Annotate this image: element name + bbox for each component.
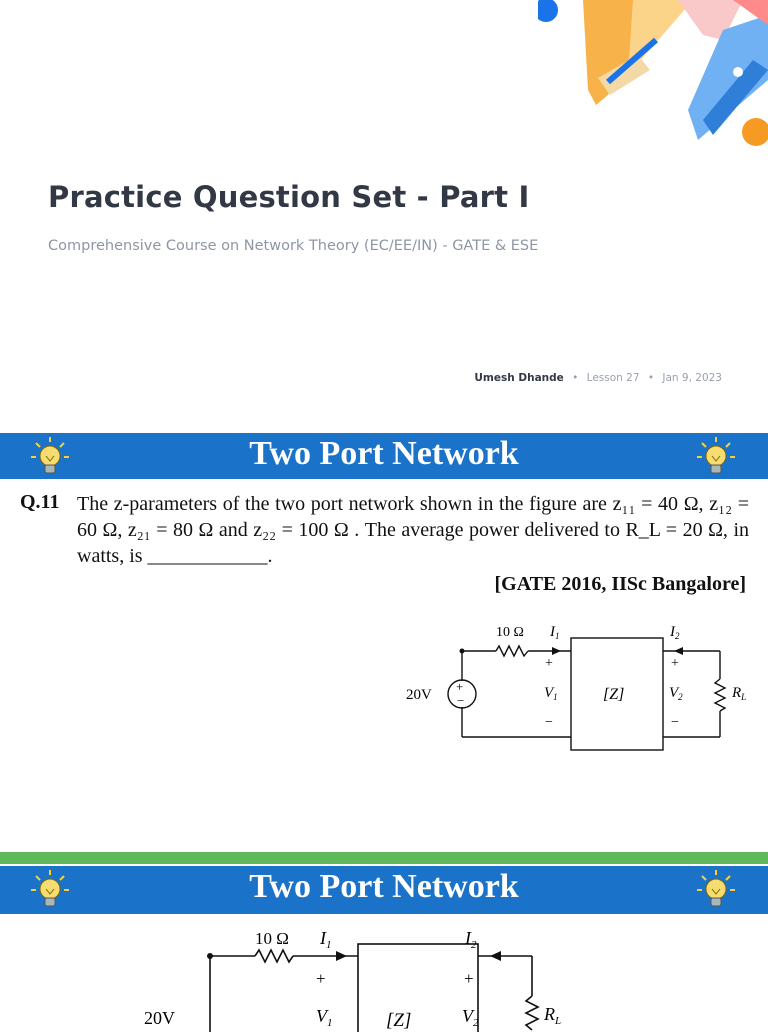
network-label: [Z] [603, 686, 625, 703]
two-port-box [358, 944, 478, 1032]
slide-question-11 [0, 433, 768, 833]
lesson-meta [474, 372, 722, 384]
resistor-label: 10 Ω [255, 929, 289, 948]
v2-label: $V_2$ [462, 1006, 479, 1029]
lightbulb-icon [694, 868, 738, 912]
v1-label: $V_1$ [316, 1006, 333, 1029]
author-name[interactable]: Umesh Dhande [474, 372, 564, 384]
resistor [496, 646, 528, 656]
arrow-i1 [552, 647, 561, 655]
slide-title: Two Port Network [249, 435, 519, 472]
current-label-1: $I_1$ [320, 928, 332, 951]
course-subtitle: Comprehensive Course on Network Theory (EC/EE/IN) - GATE & ESE [48, 238, 539, 254]
lesson-number: Lesson 27 [586, 372, 640, 384]
current-label-2: $I_2$ [465, 928, 477, 951]
network-label: [Z] [386, 1010, 412, 1031]
source-plus: + [456, 679, 464, 694]
slide-banner [0, 866, 768, 914]
pencil-art [538, 0, 768, 150]
load-resistor [526, 996, 538, 1030]
meta-separator: • [647, 372, 655, 384]
resistor-label: 10 Ω [496, 625, 524, 640]
lesson-date: Jan 9, 2023 [662, 372, 722, 384]
current-label-2: $I_2$ [670, 624, 680, 641]
slide-title: Two Port Network [249, 868, 519, 905]
v2-plus: + [671, 656, 679, 671]
load-label: $R_L$ [544, 1004, 562, 1027]
v1-label: $V_1$ [544, 685, 558, 702]
arrow-i1 [336, 951, 347, 961]
lightbulb-icon [694, 435, 738, 479]
circuit-diagram [398, 623, 768, 763]
load-resistor [715, 679, 725, 711]
page-title: Practice Question Set - Part I [48, 180, 530, 214]
load-label: $R_L$ [732, 685, 747, 702]
source-minus: − [457, 693, 465, 708]
source-label: 20V [144, 1008, 175, 1028]
slide-banner [0, 433, 768, 479]
arrow-i2 [674, 647, 683, 655]
cover-page [0, 0, 768, 420]
v2-minus: − [671, 715, 679, 730]
circuit-diagram [140, 922, 610, 1032]
v1-minus: − [545, 715, 553, 730]
meta-separator: • [572, 372, 579, 384]
slide-divider [0, 852, 768, 864]
v1-plus: + [545, 656, 553, 671]
v1-plus: + [316, 969, 326, 988]
slide-solution [0, 852, 768, 1031]
question-number: Q.11 [20, 491, 60, 513]
resistor [255, 950, 293, 962]
v2-plus: + [464, 969, 474, 988]
arrow-i2 [490, 951, 501, 961]
source-label: 20V [406, 687, 432, 703]
current-label-1: $I_1$ [550, 624, 560, 641]
question-source: [GATE 2016, IISc Bangalore] [494, 573, 746, 595]
v2-label: $V_2$ [669, 685, 683, 702]
question-text: The z-parameters of the two port network shown in the figure are z₁₁ = 40 Ω, z₁₂ = 60 Ω, z₂₁ = 80 Ω and z₂₂ = 100 Ω . The average power delivered to R_L = 20 Ω, in watts, is ____________. [77, 493, 749, 567]
